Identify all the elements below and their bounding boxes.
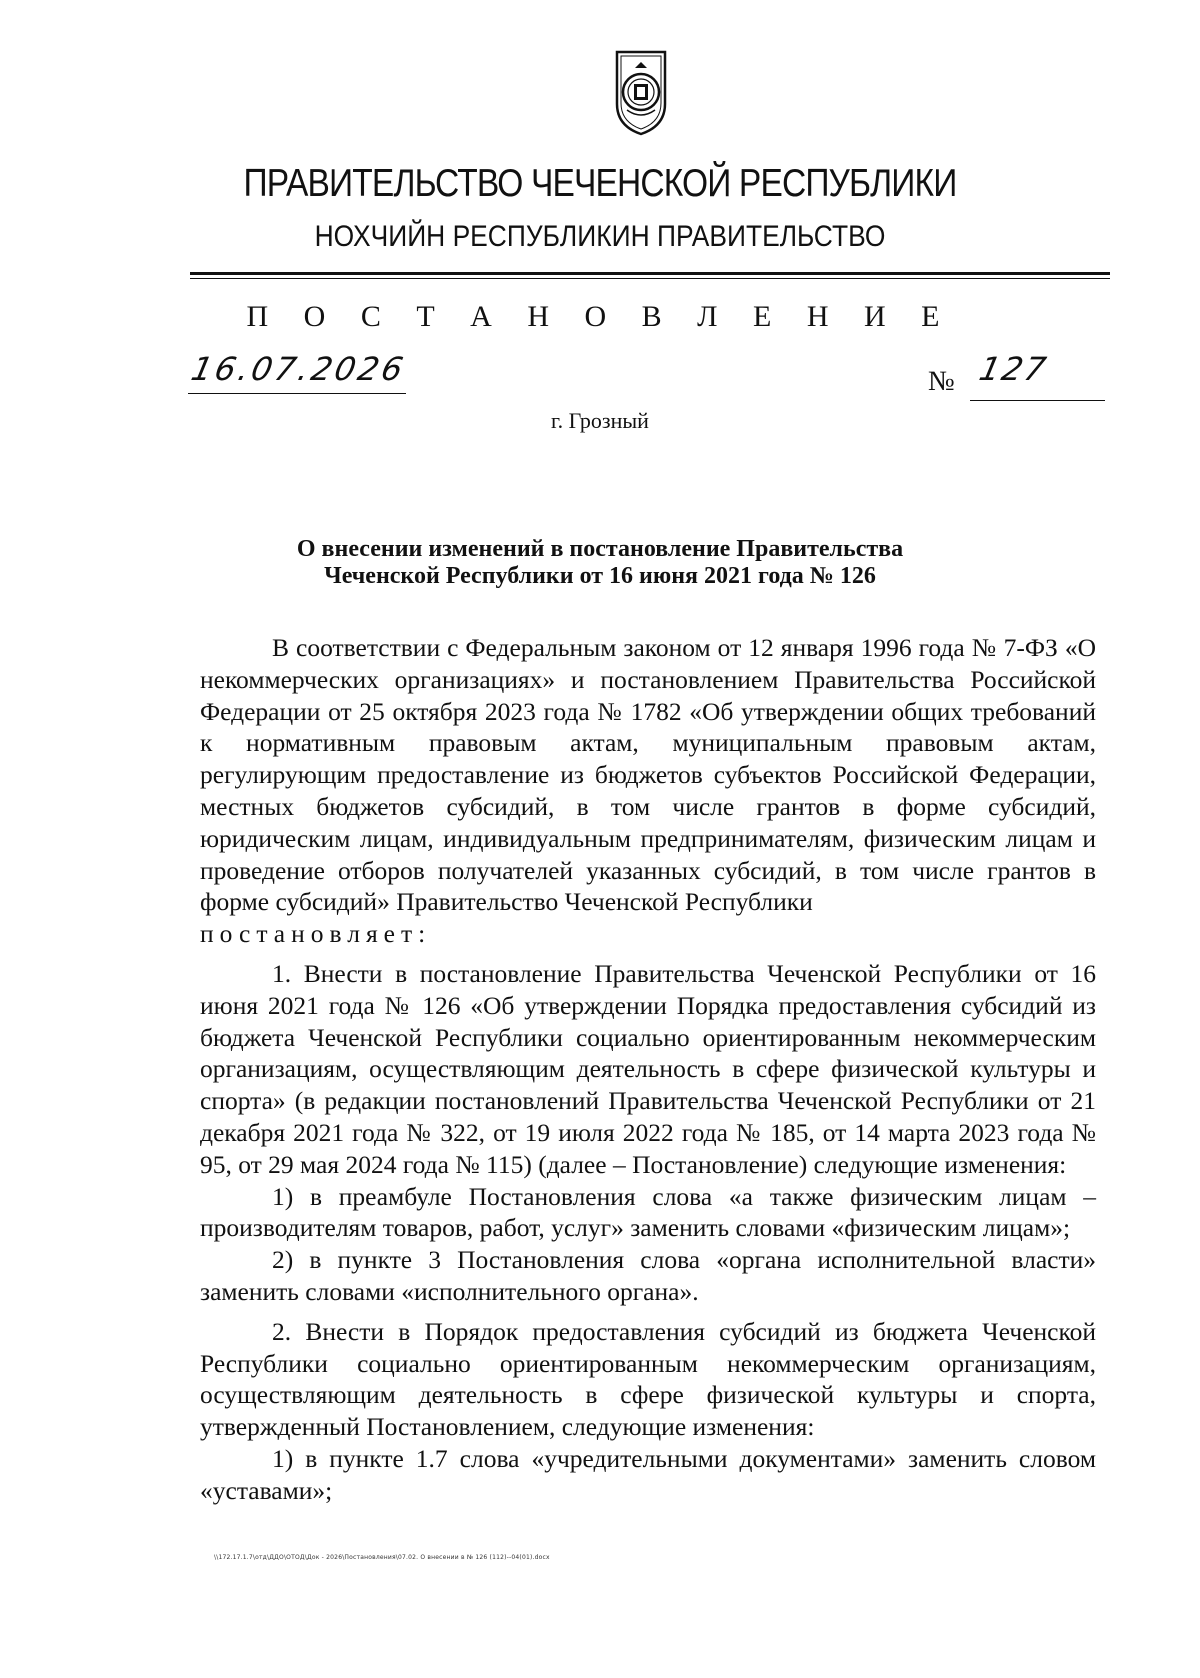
government-title-ru: ПРАВИТЕЛЬСТВО ЧЕЧЕНСКОЙ РЕСПУБЛИКИ [243, 162, 957, 205]
document-date: 16.07.2026 [187, 350, 410, 388]
file-path-footer: \\172.17.1.7\отд\ДДО\ОТОД\Док - 2026\Постановления\07.02. О внесении в № 126 (112)--04(01).docx [214, 1554, 550, 1561]
document-number: 127 [975, 350, 1052, 388]
number-underline [970, 400, 1105, 401]
subject-line-1: О внесении изменений в постановление Правительства [296, 536, 904, 562]
item-1-paragraph: 1. Внести в постановление Правительства Чеченской Республики от 16 июня 2021 года № 126 «Об утверждении Порядка предоставления субсидий из бюджета Чеченской Республики социально ориентированным некоммерческим организациям, осуществляющим деятельность в сфере физической культуры и спорта» (в редакции постановлений Правительства Чеченской Республики от 21 декабря 2021 года № 322, от 19 июля 2022 года № 185, от 14 марта 2023 года № 95, от 29 мая 2024 года № 115) (далее – Постановление) следующие изменения: [200, 958, 1096, 1179]
date-underline [188, 393, 406, 394]
document-city: г. Грозный [551, 408, 649, 433]
header-divider-thin [190, 278, 1110, 279]
header-divider-thick [190, 272, 1110, 275]
government-title-ce: НОХЧИЙН РЕСПУБЛИКИН ПРАВИТЕЛЬСТВО [314, 220, 886, 253]
item-2-paragraph: 2. Внести в Порядок предоставления субсидий из бюджета Чеченской Республики социально ориентированным некоммерческим организациям, осуществляющим деятельность в сфере физической культуры и спорта, утвержденный Постановлением, следующие изменения: [200, 1316, 1096, 1442]
document-body [200, 632, 1096, 1507]
document-type: П О С Т А Н О В Л Е Н И Е [246, 300, 954, 333]
number-label: № [928, 366, 955, 397]
preamble-paragraph: В соответствии с Федеральным законом от 12 января 1996 года № 7-ФЗ «О некоммерческих организациях» и постановлением Правительства Российской Федерации от 25 октября 2023 года № 1782 «Об утверждении общих требований к нормативным правовым актам, муниципальным правовым актам, регулирующим предоставление из бюджетов субъектов Российской Федерации, местных бюджетов субсидий, в том числе грантов в форме субсидий, юридическим лицам, индивидуальным предпринимателям, физическим лицам и проведение отборов получателей указанных субсидий, в том числе грантов в форме субсидий» Правительство Чеченской Республики [200, 633, 1096, 917]
item-1-1-paragraph: 1) в преамбуле Постановления слова «а также физическим лицам – производителям товаров, работ, услуг» заменить словами «физическим лицам»; [200, 1181, 1096, 1243]
item-2-1-paragraph: 1) в пункте 1.7 слова «учредительными документами» заменить словом «уставами»; [200, 1443, 1096, 1505]
item-1-2-paragraph: 2) в пункте 3 Постановления слова «органа исполнительной власти» заменить словами «исполнительного органа». [200, 1245, 1096, 1306]
resolves-word: постановляет: [200, 919, 432, 949]
coat-of-arms-icon [611, 46, 671, 138]
document-subject [200, 536, 1000, 590]
subject-line-2: Чеченской Республики от 16 июня 2021 года № 126 [324, 563, 876, 589]
